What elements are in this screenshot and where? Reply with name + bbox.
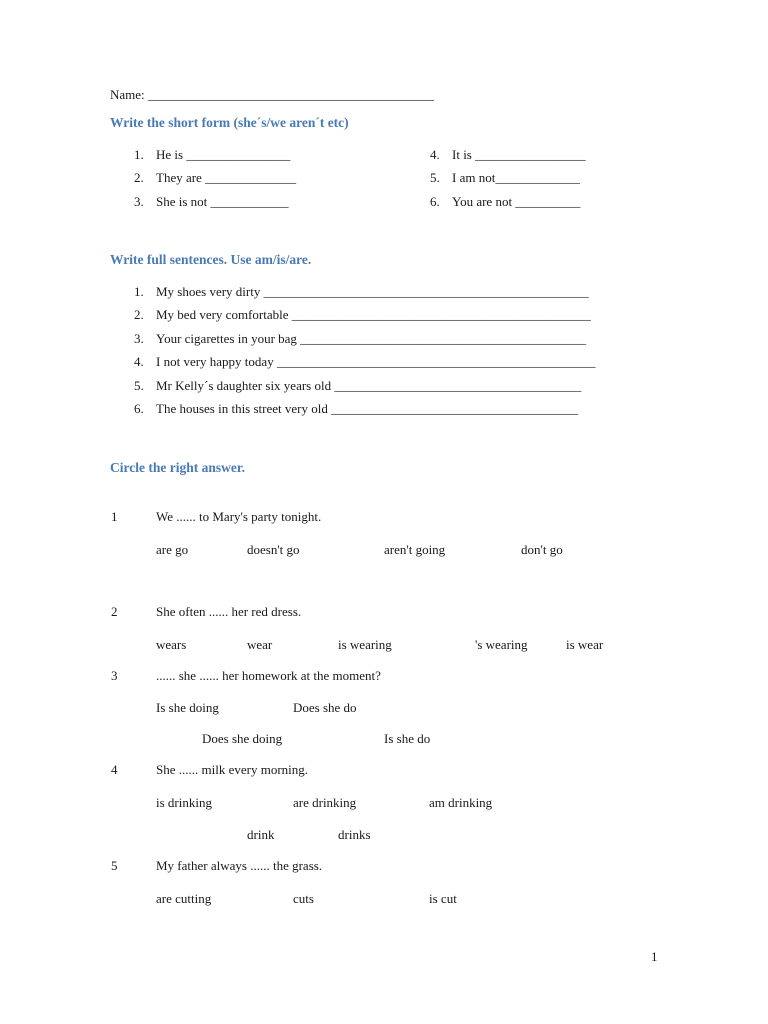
sentence-item-3: 3. Your cigarettes in your bag ____________________________________________ <box>134 331 587 346</box>
answer-option: is cut <box>429 891 457 906</box>
sentence-item-2: 2. My bed very comfortable ______________________________________________ <box>134 307 591 322</box>
short-form-item-6: 6. You are not __________ <box>430 194 581 209</box>
answer-option: are drinking <box>293 795 357 810</box>
answer-option: are cutting <box>156 891 212 906</box>
question-text: She ...... milk every morning. <box>156 762 309 777</box>
answer-option: 's wearing <box>475 637 528 652</box>
question-number: 5 <box>111 858 118 873</box>
sentence-item-6: 6. The houses in this street very old ______________________________________ <box>134 401 579 416</box>
answer-option: am drinking <box>429 795 493 810</box>
question-number: 2 <box>111 604 118 619</box>
answer-option: aren't going <box>384 542 446 557</box>
section2-heading: Write full sentences. Use am/is/are. <box>110 252 312 267</box>
answer-option: are go <box>156 542 189 557</box>
short-form-item-2: 2. They are ______________ <box>134 170 297 185</box>
question-text: My father always ...... the grass. <box>156 858 323 873</box>
short-form-item-5: 5. I am not_____________ <box>430 170 580 185</box>
answer-option: doesn't go <box>247 542 300 557</box>
question-text: We ...... to Mary's party tonight. <box>156 509 322 524</box>
sentence-item-1: 1. My shoes very dirty __________________________________________________ <box>134 284 589 299</box>
question-text: ...... she ...... her homework at the moment? <box>156 668 381 683</box>
answer-option: drink <box>247 827 275 842</box>
answer-option: Is she do <box>384 731 431 746</box>
answer-option: is wear <box>566 637 604 652</box>
answer-option: wear <box>247 637 273 652</box>
answer-option: wears <box>156 637 187 652</box>
sentence-item-5: 5. Mr Kelly´s daughter six years old ______________________________________ <box>134 378 582 393</box>
name-line: Name: ____________________________________________ <box>110 87 434 102</box>
section3-heading: Circle the right answer. <box>110 460 245 475</box>
answer-option: Does she doing <box>202 731 283 746</box>
answer-option: is wearing <box>338 637 392 652</box>
question-number: 1 <box>111 509 118 524</box>
answer-option: Does she do <box>293 700 357 715</box>
page-number: 1 <box>651 949 658 964</box>
question-number: 4 <box>111 762 118 777</box>
short-form-item-4: 4. It is _________________ <box>430 147 586 162</box>
answer-option: is drinking <box>156 795 212 810</box>
answer-option: cuts <box>293 891 314 906</box>
question-number: 3 <box>111 668 118 683</box>
answer-option: drinks <box>338 827 371 842</box>
question-text: She often ...... her red dress. <box>156 604 302 619</box>
answer-option: don't go <box>521 542 563 557</box>
short-form-item-3: 3. She is not ____________ <box>134 194 289 209</box>
short-form-item-1: 1. He is ________________ <box>134 147 291 162</box>
section1-heading: Write the short form (she´s/we aren´t etc) <box>110 115 349 130</box>
answer-option: Is she doing <box>156 700 219 715</box>
sentence-item-4: 4. I not very happy today _________________________________________________ <box>134 354 596 369</box>
